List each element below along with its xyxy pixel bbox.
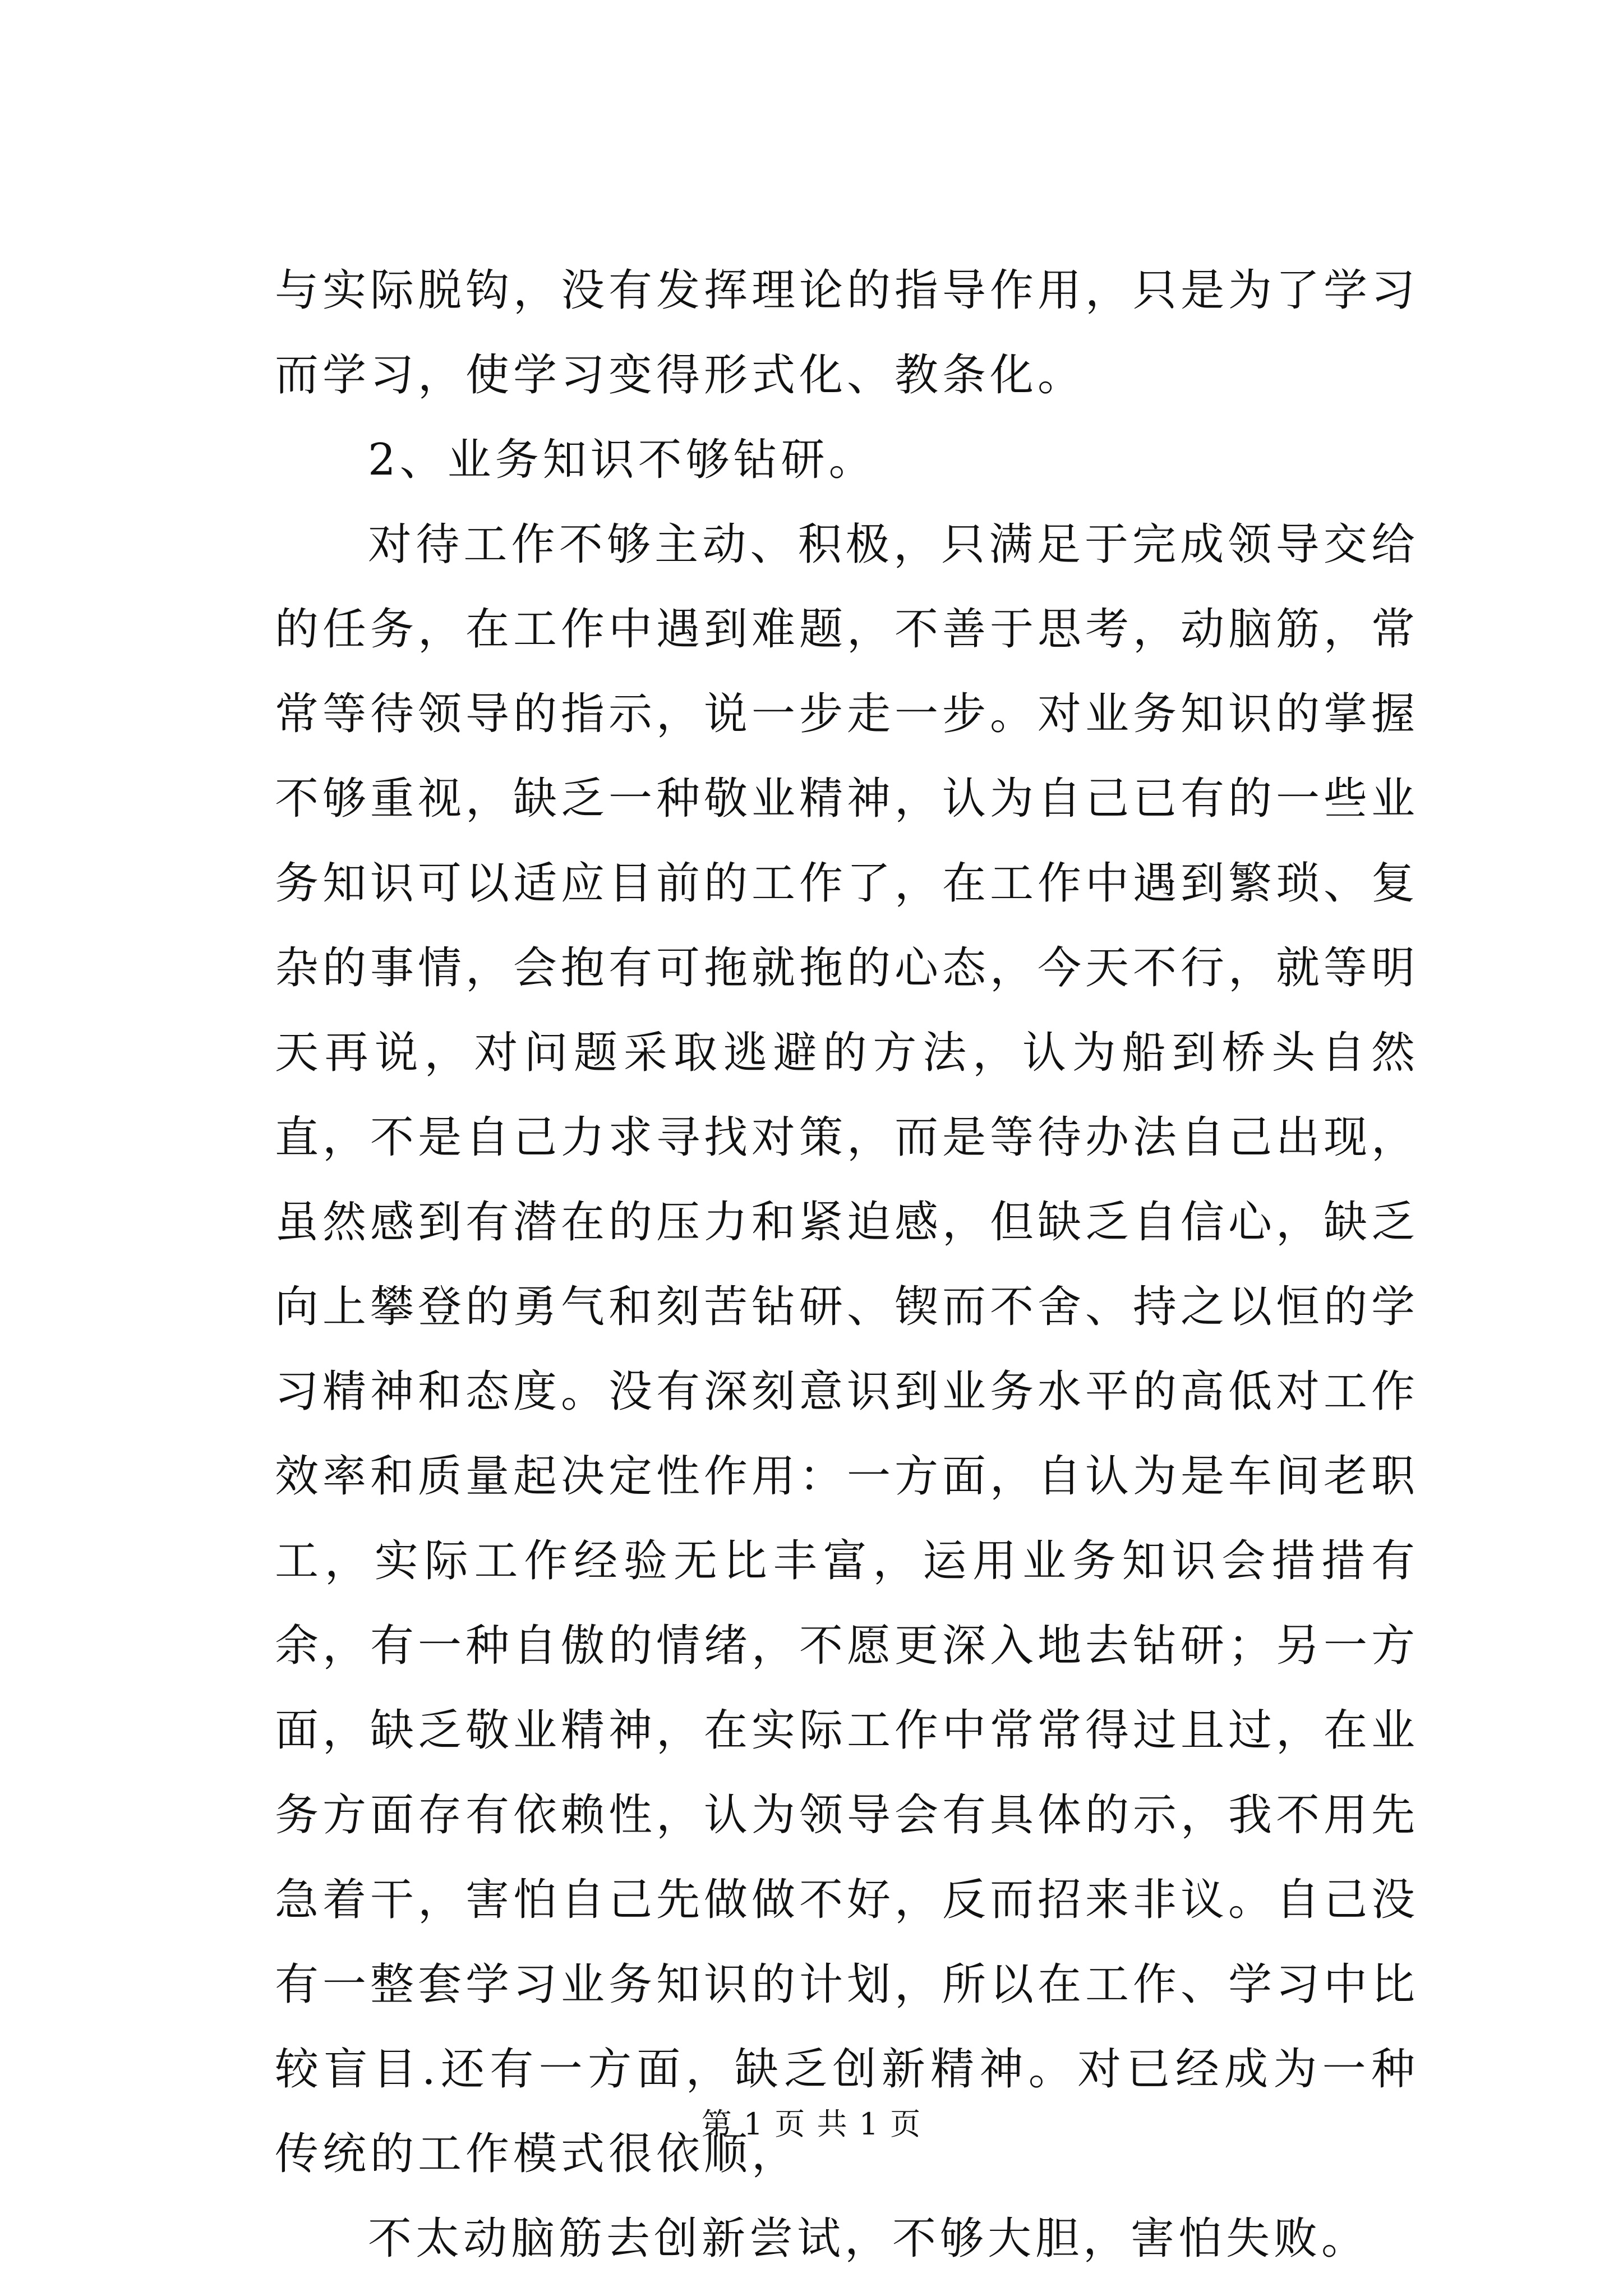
paragraph-closing: 不太动脑筋去创新尝试，不够大胆，害怕失败。	[368, 2214, 1370, 2264]
paragraph-body: 对待工作不够主动、积极，只满足于完成领导交给的任务，在工作中遇到难题，不善于思考，动脑筋，常常等待领导的指示，说一步走一步。对业务知识的掌握不够重视，缺乏一种敬业精神，认为自己已有的一些业务知识可以适应目前的工作了，在工作中遇到繁琐、复杂的事情，会抱有可拖就拖的心态，今天不行，就等明天再说，对问题采取逃避的方法，认为船到桥头自然直，不是自己力求寻找对策，而是等待办法自己出现，虽然感到有潜在的压力和紧迫感，但缺乏自信心，缺乏向上攀登的勇气和刻苦钻研、锲而不舍、持之以恒的学习精神和态度。没有深刻意识到业务水平的高低对工作效率和质量起决定性作用：一方面，自认为是车间老职工，实际工作经验无比丰富，运用业务知识会措措有余，有一种自傲的情绪，不愿更深入地去钻研；另一方面，缺乏敬业精神，在实际工作中常常得过且过，在业务方面存有依赖性，认为领导会有具体的示，我不用先急着干，害怕自己先做做不好，反而招来非议。自己没有一整套学习业务知识的计划，所以在工作、学习中比较盲目.还有一方面，缺乏创新精神。对已经成为一种传统的工作模式很依顺，	[275, 519, 1419, 2179]
document-body	[275, 249, 1419, 2281]
page-footer: 第 1 页 共 1 页	[701, 2106, 922, 2142]
paragraph-continued: 与实际脱钩，没有发挥理论的指导作用，只是为了学习而学习，使学习变得形式化、教条化。	[275, 265, 1419, 401]
section-heading: 2、业务知识不够钻研。	[368, 435, 877, 485]
